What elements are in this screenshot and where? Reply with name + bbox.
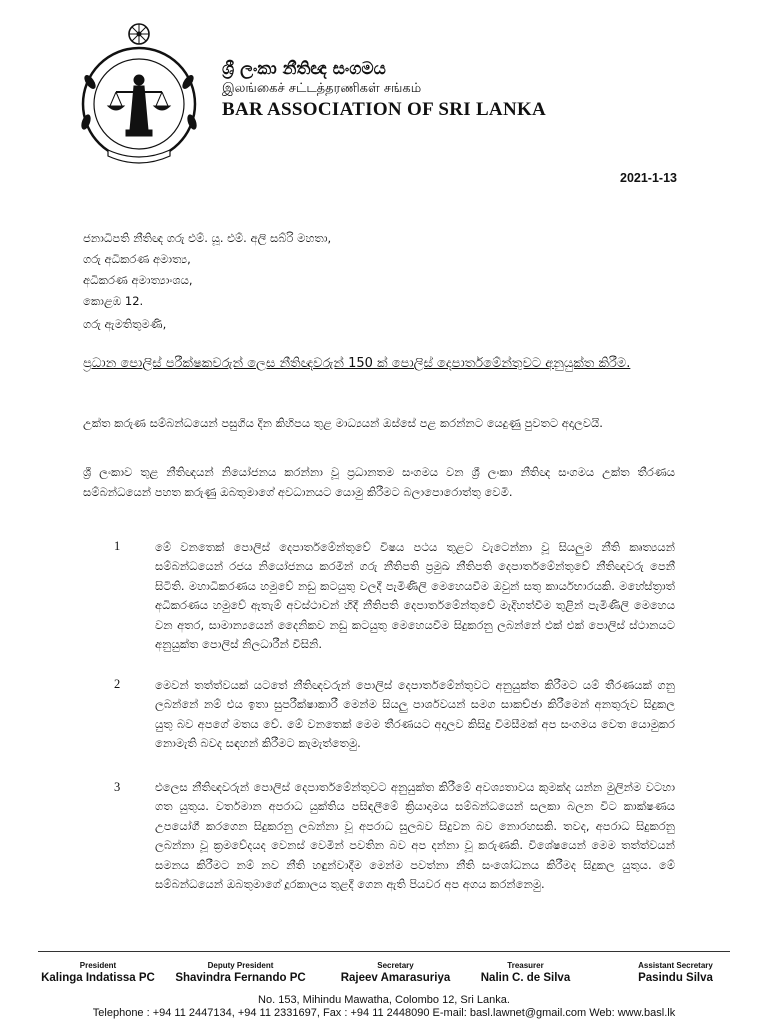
recipient-line: අධිකරණ අමාත්‍යාංශය, bbox=[83, 273, 193, 287]
officer-assistant-secretary bbox=[603, 960, 748, 986]
letter-date: 2021-1-13 bbox=[620, 171, 677, 185]
organization-names bbox=[222, 58, 546, 122]
footer-address: No. 153, Mihindu Mawatha, Colombo 12, Sri Lanka. bbox=[258, 994, 510, 1006]
salutation: ගරු ඇමතිතුමණි, bbox=[83, 317, 167, 331]
officer-name: Rajeev Amarasuriya bbox=[340, 972, 451, 984]
item-number: 2 bbox=[114, 677, 121, 691]
item-text: එලෙස නීතිඥවරුන් පොලිස් දෙපාර්තමේන්තුවට අනුයුක්ත කිරීමේ අවශ්‍යතාවය කුමක්ද යන්න මුලින්ම වටහා ගත යුතුය. වර්තමාන අපරාධ යුක්තිය පසිඳලීමේ ක්‍රියාදාමය සම්බන්ධයෙන් සලකා බලන විට කාක්ෂණය උපයෝගී කරගෙන සිදුකරනු ලබන්නා වූ අපරාධ සුලබව සිදුවන බව නොරහසකි. තවද, අපරාධ සිදුකරනු ලබන්නා වූ ක්‍රමවේදයද වෙනස් වෙමින් පවතින බව අප දන්නා වූ කරුණකි. විශේෂයෙන් මෙම තත්ත්වයන් සමනය කිරීමට නම් නව නීති හඳුන්වාදීම මෙන්ම පවත්නා නීති සංශෝධනය කිරීමද සිදුකල යුතුය. මේ සම්බන්ධයෙන් ඔබතුමාගේ දූරකාලය තුළදී ගෙන ඇති පියවර අප අගය කරන්නෙමු. bbox=[155, 780, 675, 892]
office-bearers bbox=[38, 960, 748, 990]
officer-secretary bbox=[323, 960, 468, 986]
org-name-sinhala: ශ්‍රී ලංකා නීතිඥ සංගමය bbox=[222, 59, 386, 79]
recipient-line: ගරු අධිකරණ අමාත්‍ය, bbox=[83, 252, 191, 266]
officer-role: President bbox=[79, 961, 117, 970]
org-name-english: BAR ASSOCIATION OF SRI LANKA bbox=[222, 99, 547, 120]
officer-name: Kalinga Indatissa PC bbox=[41, 972, 155, 984]
org-name-tamil: இலங்கைச் சட்டத்தரணிகள் சங்கம் bbox=[222, 81, 422, 96]
officer-treasurer bbox=[458, 960, 593, 986]
intro-paragraph: උක්ත කරුණ සම්බන්ධයෙන් පසුගිය දින කිහිපය තුළ මාධ්‍යයන් ඔස්සේ පළ කරන්නට යෙදුණු පුවතට අදාලවයි. bbox=[83, 416, 603, 430]
officer-role: Treasurer bbox=[507, 961, 544, 970]
footer-divider bbox=[38, 951, 730, 952]
officer-role: Assistant Secretary bbox=[638, 961, 713, 970]
recipient-line: ජනාධිපති නීතිඥ ගරු එම්. යූ. එම්. අලි සබ්රි මහතා, bbox=[83, 231, 332, 245]
officer-role: Deputy President bbox=[207, 961, 274, 970]
officer-deputy-president bbox=[168, 960, 313, 986]
item-text: මෙවන් තත්ත්වයක් යටතේ නීතිඥවරුන් පොලිස් දෙපාර්තමේන්තුවට අනුයුක්ත කිරීමට යම් තීරණයක් ගනු ලබන්නේ නම් එය ඉතා සුපරීක්ෂාකාරී මෙන්ම සියලු පාර්ශවයන් සමග සාකච්ඡා කිරීමෙන් අනතුරුව සිදුකල යුතු බව අපගේ මතය වේ. මේ වනතෙක් මෙම තීරණයට අදාලව කිසිදු විමසීමක් අප සංගමය වෙත යොමුකර නොමැති බවද සඳහන් කිරීමට කැමැත්තෙමු. bbox=[155, 678, 675, 751]
scales-of-justice-seal-icon bbox=[78, 22, 200, 170]
recipient-address bbox=[83, 228, 331, 312]
officer-name: Nalin C. de Silva bbox=[480, 972, 571, 984]
footer-contact: Telephone : +94 11 2447134, +94 11 2331697, Fax : +94 11 2448090 E-mail: basl.lawnet@gmail.com Web: www.basl.lk bbox=[92, 1007, 676, 1019]
item-number: 3 bbox=[114, 780, 121, 794]
intro-paragraph: ශ්‍රී ලංකාව තුළ නීතිඥයන් නියෝජනය කරන්නා වූ ප්‍රධානතම සංගමය වන ශ්‍රී ලංකා නීතිඥ සංගමය උක්ත තීරණය සම්බන්ධයෙන් පහත කරුණු ඔබතුමාගේ අවධානයට යොමු කිරීමට බලාපොරොත්තු වෙමි. bbox=[83, 465, 675, 499]
subject-line: ප්‍රධාන පොලිස් පරීක්ෂකවරුන් ලෙස නීතිඥවරුන් 150 ක් පොලිස් දෙපාර්තමේන්තුවට අනුයුක්ත කිරීම. bbox=[83, 356, 631, 371]
item-text: මේ වනතෙක් පොලිස් දෙපාර්තමේන්තුවේ විෂය පථය තුළට වැටෙන්නා වූ සියලුම නීති කෘත්‍යයන් සම්බන්ධයෙන් රජය නියෝජනය කරමින් ගරු නීතිපති ප්‍රමුඛ නීතිපති දෙපාර්තමේන්තුවේ නීතිඥවරු පෙනී සිටිති. මහාධිකරණය හමුවේ නඩු කටයුතු වලදී පැමිණිලි මෙහෙයවීම ඔවුන් සතු කාර්යභාරයකි. මහේස්ත්‍රාත් අධිකරණය හමුවේ ඇතැම් අවස්ථාවන් හිදී නීතිපති දෙපාර්තමේන්තුවේ මැදිහත්වීම තුළින් පැමිණිලි මෙහෙය වන අතර, සාමාන්‍යයෙන් දෛනිකව නඩු කටයුතු මෙහෙයවීම සිදුකරනු ලබන්නේ එක් එක් පොලිස් ස්ථානයට අනුයුක්ත පොලිස් නිලධාරීන් විසිනි. bbox=[155, 540, 675, 652]
officer-name: Pasindu Silva bbox=[638, 972, 713, 984]
officer-name: Shavindra Fernando PC bbox=[175, 972, 306, 984]
item-number: 1 bbox=[114, 539, 121, 553]
officer-president bbox=[38, 960, 158, 986]
officer-role: Secretary bbox=[377, 961, 414, 970]
recipient-line: කොළඹ 12. bbox=[83, 294, 144, 308]
